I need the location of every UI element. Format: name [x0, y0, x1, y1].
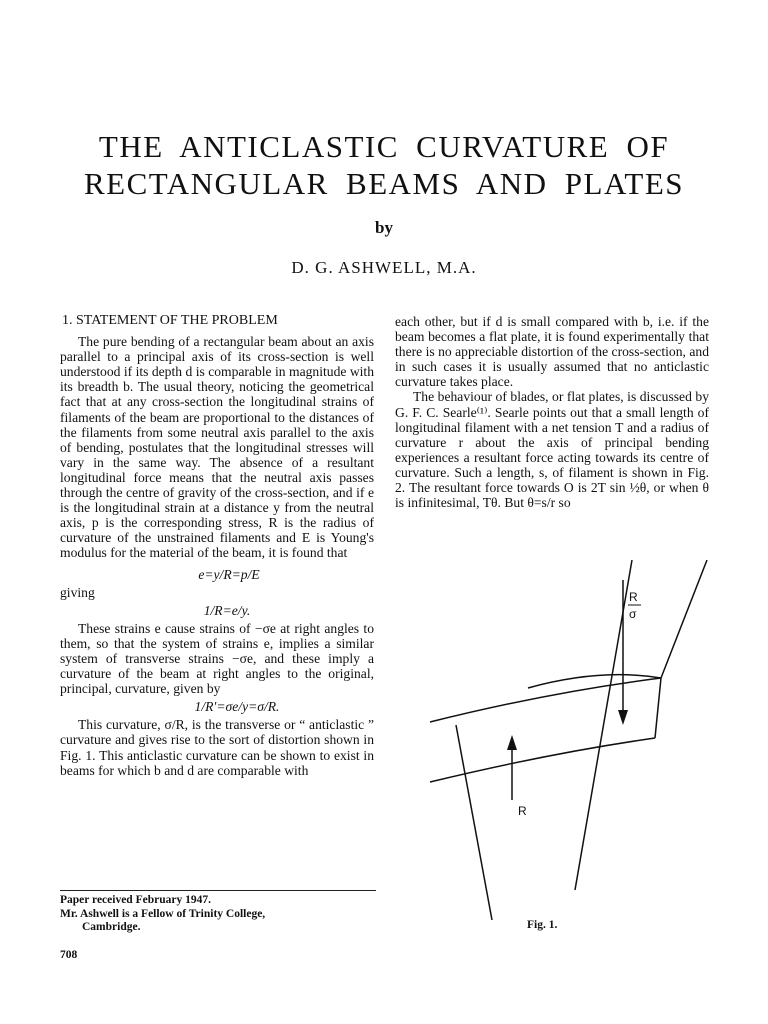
- right-column: [395, 314, 709, 510]
- footnote-affiliation: Mr. Ashwell is a Fellow of Trinity College,: [60, 908, 266, 920]
- equation-anticlastic: 1/R′=σe/y=σ/R.: [194, 699, 280, 715]
- left-paragraph-2: These strains e cause strains of −σe at right angles to them, so that the system of strains e, implies a similar system of transverse strains −σe, and these imply a curvature of the beam at right angles to the original, principal, curvature, given by: [60, 620, 374, 697]
- arrow-up-head: [507, 735, 517, 750]
- right-paragraph-2: The behaviour of blades, or flat plates, is discussed by G. F. C. Searle⁽¹⁾. Searle points out that a small length of longitudinal filament with a net tension T and a radius of curvature r about the axis of principal bending experiences a resultant force acting towards its centre of curvature. Such a length, s, of filament is shown in Fig. 2. The resultant force towards O is 2T sin ½θ, or when θ is infinitesimal, Tθ. But θ=s/r so: [395, 389, 709, 511]
- title-line-1: THE ANTICLASTIC CURVATURE OF: [98, 129, 670, 164]
- footnotes: [60, 894, 376, 934]
- fig-label-bottom: R: [518, 804, 527, 818]
- beam-top-edge: [430, 678, 661, 722]
- section-heading: 1. STATEMENT OF THE PROBLEM: [62, 313, 278, 328]
- fig-label-top-numerator: R: [629, 590, 638, 604]
- page-number: 708: [60, 949, 78, 961]
- radius-line-left: [456, 725, 492, 920]
- title-line-2: RECTANGULAR BEAMS AND PLATES: [83, 166, 685, 201]
- author: D. G. ASHWELL, M.A.: [291, 258, 477, 277]
- left-paragraph-1: The pure bending of a rectangular beam about an axis parallel to a principal axis of its cross-section is well understood if its depth d is comparable in magnitude with its breadth b. The usual theory, noticing the geometrical fact that at any cross-section the longitudinal strains of filaments of the beam are proportional to the distances of the filaments from some neutral axis parallel to the axis of bending, postulates that the longitudinal stresses will vary in the same way. The absence of a resultant longitudinal force means that the neutral axis passes through the centre of gravity of the cross-section, and if e is the longitudinal strain at a distance y from the neutral axis, p is the corresponding stress, R is the radius of curvature of the unstrained filaments and E is Young's modulus for the material of the beam, it is found that: [60, 334, 374, 561]
- fig-label-top-denominator: σ: [629, 607, 637, 621]
- byline: by: [375, 218, 393, 237]
- footnote-received: Paper received February 1947.: [60, 894, 211, 906]
- figure-1-diagram: [420, 560, 720, 920]
- beam-bottom-edge: [430, 738, 655, 782]
- left-paragraph-3: This curvature, σ/R, is the transverse or “ anticlastic ” curvature and gives rise to the sort of distortion shown in Fig. 1. This anticlastic curvature can be shown to exist in beams for which b and d are comparable with: [60, 717, 374, 778]
- right-paragraph-1: each other, but if d is small compared with b, i.e. if the beam becomes a flat plate, it is found experimentally that there is no appreciable distortion of the cross-section, and in such cases it is usually assumed that no anticlastic curvature takes place.: [395, 314, 709, 390]
- footnote-divider: [60, 890, 376, 891]
- left-column: [60, 313, 374, 778]
- equation-curvature: 1/R=e/y.: [203, 602, 251, 618]
- figure-caption: Fig. 1.: [527, 919, 558, 931]
- footnote-affiliation-cont: Cambridge.: [82, 921, 141, 933]
- equation-strain: e=y/R=p/E: [198, 566, 260, 582]
- side-line-right: [661, 560, 707, 678]
- beam-end-edge: [655, 678, 661, 738]
- arrow-down-head: [618, 710, 628, 725]
- giving-text: giving: [60, 584, 95, 600]
